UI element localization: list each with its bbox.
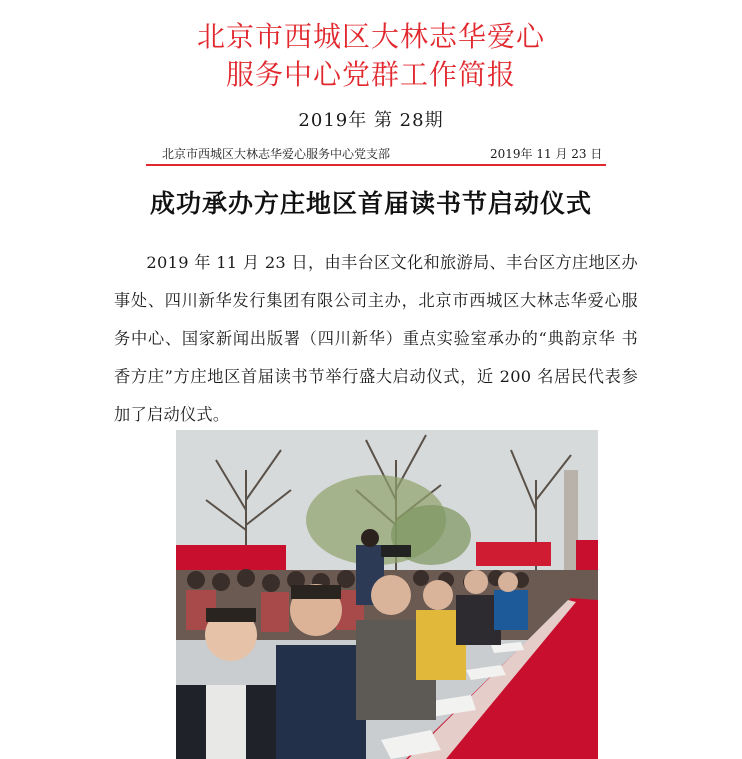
event-photo <box>176 430 598 759</box>
article-title: 成功承办方庄地区首届读书节启动仪式 <box>149 189 592 218</box>
article-paragraph: 2019 年 11 月 23 日，由丰台区文化和旅游局、丰台区方庄地区办事处、四川新华发行集团有限公司主办，北京市西城区大林志华爱心服务中心、国家新闻出版署（四川新华）重点实验室承办的“典韵京华 书香方庄”方庄地区首届读书节举行盛大启动仪式，近 200 名居民代表参加了启动仪式。 <box>114 253 638 424</box>
event-photo-illustration <box>176 430 598 759</box>
publisher-org: 北京市西城区大林志华爱心服务中心党支部 <box>162 147 391 161</box>
issue-number: 2019年 第 28期 <box>298 110 444 131</box>
masthead-title-line2: 服务中心党群工作简报 <box>225 58 516 91</box>
masthead-divider <box>146 164 606 166</box>
masthead-title-line1: 北京市西城区大林志华爱心 <box>196 20 545 53</box>
publish-date: 2019年 11 月 23 日 <box>490 147 603 161</box>
